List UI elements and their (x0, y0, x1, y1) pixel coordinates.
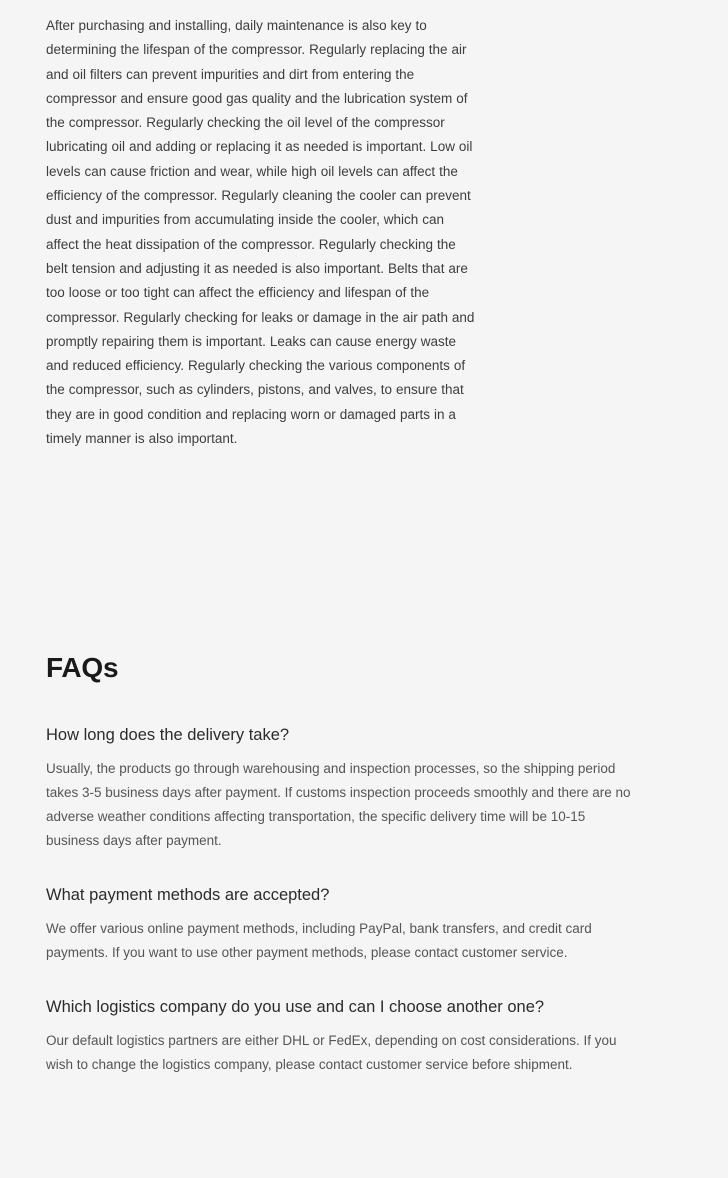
faq-item (46, 883, 682, 965)
faq-item (46, 995, 682, 1077)
faq-answer: Our default logistics partners are either DHL or FedEx, depending on cost considerations. If you wish to change the logistics company, please contact customer service before shipment. (46, 1033, 617, 1073)
faq-section (0, 651, 728, 1077)
faq-answer: We offer various online payment methods, including PayPal, bank transfers, and credit card payments. If you want to use other payment methods, please contact customer service. (46, 921, 592, 961)
section-spacer (0, 451, 728, 651)
faq-question: What payment methods are accepted? (46, 886, 330, 905)
faq-item (46, 723, 682, 853)
faq-heading: FAQs (46, 652, 119, 684)
faq-answer: Usually, the products go through warehousing and inspection processes, so the shipping period takes 3-5 business days after payment. If customs inspection proceeds smoothly and there are no adverse weather conditions affecting transportation, the specific delivery time will be 10-15 business days after payment. (46, 761, 631, 849)
faq-question: Which logistics company do you use and can I choose another one? (46, 998, 545, 1017)
maintenance-section (0, 0, 728, 451)
maintenance-paragraph: After purchasing and installing, daily maintenance is also key to determining the lifespan of the compressor. Regularly replacing the air and oil filters can prevent impurities and dirt from entering the compressor and ensure good gas quality and the lubrication system of the compressor. Regularly checking the oil level of the compressor lubricating oil and adding or replacing it as needed is important. Low oil levels can cause friction and wear, while high oil levels can affect the efficiency of the compressor. Regularly cleaning the cooler can prevent dust and impurities from accumulating inside the cooler, which can affect the heat dissipation of the compressor. Regularly checking the belt tension and adjusting it as needed is also important. Belts that are too loose or too tight can affect the efficiency and lifespan of the compressor. Regularly checking for leaks or damage in the air path and promptly repairing them is important. Leaks can cause energy waste and reduced efficiency. Regularly checking the various components of the compressor, such as cylinders, pistons, and valves, to ensure that they are in good condition and replacing worn or damaged parts in a timely manner is also important. (46, 18, 475, 447)
faq-question: How long does the delivery take? (46, 726, 290, 745)
page-bottom-padding (0, 1107, 728, 1137)
